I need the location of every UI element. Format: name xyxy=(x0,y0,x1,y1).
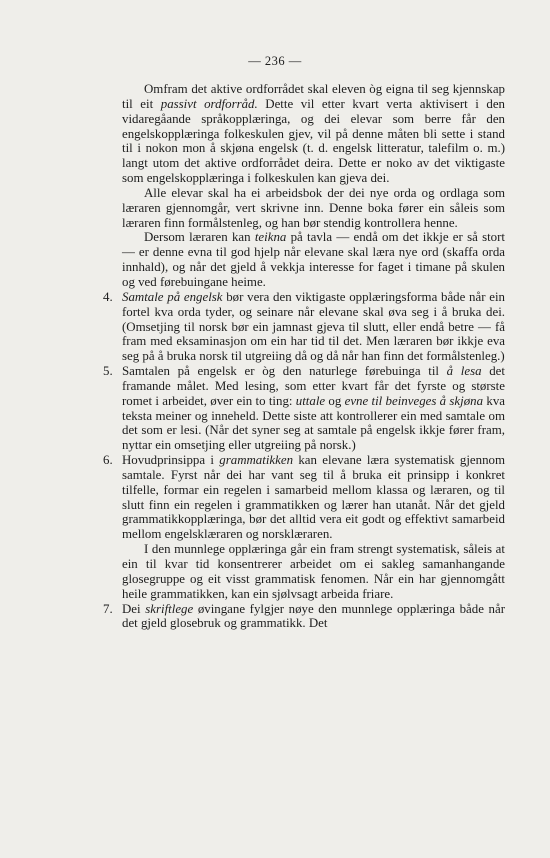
item-number: 6. xyxy=(103,453,113,468)
paragraph-drawing: Dersom læraren kan teikna på tavla — endå om det ikkje er så stort — er denne evna til god hjelp når elevane skal læra nye ord (skaffa orda innhald), og når det gjeld å vekkja interesse for faget i timane på skulen og ved førebuingane heime. xyxy=(122,230,505,289)
list-item-4-conversation: 4. Samtale på engelsk bør vera den viktigaste opplæringsforma både når ein fortel kva orda tyder, og seinare når elevane skal øva seg i å bruka dei. (Omsetjing til norsk bør ein jamnast gjeva til slutt, eller endå betre — få fram med eksaminasjon om ein har tid til det. Men læraren bør ikkje eva seg på å bruka norsk til utgreiing då og då når han finn det formålstenleg.) xyxy=(103,289,505,364)
paragraph-passive-vocabulary: Omfram det aktive ordforrådet skal eleven òg eigna til seg kjennskap til eit passivt ordforråd. Dette vil etter kvart verta aktivisert i den vidaregåande språkopplæringa, og dei elevar som berre får den engelskopplæringa folkeskulen gjev, vil på denne måten bli sette i stand til i nokon mon å skjøna engelsk (t. d. engelsk litteratur, talefilm o. m.) langt utom det aktive ordforrådet deira. Dette er noko av det viktigaste som engelskopplæringa i folkeskulen kan gjeva dei. xyxy=(122,82,505,186)
page-body xyxy=(103,82,506,631)
list-item-6-grammar: 6. Hovudprinsippa i grammatikken kan elevane læra systematisk gjennom samtale. Fyrst når dei har vant seg til å bruka eit prinsipp i konkret tilfelle, formar ein regelen i samarbeid mellom klassa og læraren, og til slutt finn ein regelen i grammatikken og lærer han utanåt. Når det gjeld grammatikkopplæringa, bør det alltid vera eit godt og effektivt samarbeid mellom engelsklæraren og norsklæraren. I den munnlege opplæringa går ein fram strengt systematisk, såleis at ein til kvar tid konsentrerer arbeidet om ei sakleg samanhangande glosegruppe og eit visst grammatisk fenomen. Når ein har gjennomgått heile grammatikken, kan ein sjølvsagt arbeida friare. xyxy=(103,453,506,601)
list-item-5-reading: 5. Samtalen på engelsk er òg den naturlege førebuinga til å lesa det framande målet. Med lesing, som etter kvart får det fyrste og største romet i arbeidet, øver ein to ting: uttale og evne til beinveges å skjøna kva teksta meiner og inneheld. Dette siste att kontrollerer ein med samtale om det som er lesi. (Når det syner seg at samtale på engelsk ikkje fører fram, nyttar ein omsetjing eller utgreiing på norsk.) xyxy=(103,364,505,453)
item-number: 4. xyxy=(103,289,113,304)
paragraph-oral-systematic: I den munnlege opplæringa går ein fram strengt systematisk, såleis at ein til kvar tid konsentrerer arbeidet om ei sakleg samanhangande glosegruppe og eit visst grammatisk fenomen. Når ein har gjennomgått heile grammatikken, kan ein sjølvsagt arbeida friare. xyxy=(122,542,505,601)
paragraph-workbook: Alle elevar skal ha ei arbeidsbok der dei nye orda og ordlaga som læraren gjennomgår, vert skrivne inn. Denne boka fører ein såleis som læraren finn formålstenleg, og han bør stendig kontrollera henne. xyxy=(122,185,505,230)
page-number: — 236 — xyxy=(248,54,302,68)
item-number: 5. xyxy=(103,364,113,379)
item-number: 7. xyxy=(103,601,113,616)
list-item-7-written: 7. Dei skriftlege øvingane fylgjer nøye den munnlege opplæringa både når det gjeld glosebruk og grammatikk. Det xyxy=(103,601,505,631)
